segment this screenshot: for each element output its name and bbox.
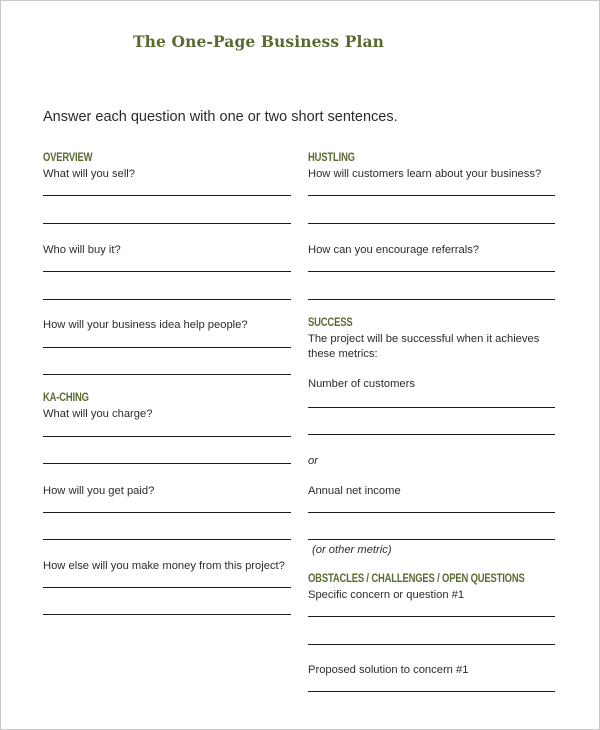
question-what-will-you-sell: What will you sell? [43,168,136,180]
answer-line[interactable] [308,691,555,692]
answer-line[interactable] [43,271,291,272]
question-other-money: How else will you make money from this project? [43,560,285,572]
answer-line[interactable] [43,587,291,588]
answer-line[interactable] [308,644,555,645]
answer-line[interactable] [308,616,555,617]
answer-line[interactable] [43,374,291,375]
success-description: The project will be successful when it achieves these metrics: [308,333,540,360]
question-how-get-paid: How will you get paid? [43,485,155,497]
question-specific-concern: Specific concern or question #1 [308,589,465,601]
metric-annual-net-income: Annual net income [308,485,401,497]
other-metric-note: (or other metric) [312,544,392,556]
or-label: or [308,455,318,467]
answer-line[interactable] [308,223,555,224]
section-heading-ka-ching: KA-CHING [43,392,89,404]
answer-line[interactable] [308,512,555,513]
answer-line[interactable] [43,299,291,300]
page-title: The One-Page Business Plan [133,32,384,51]
answer-line[interactable] [308,539,555,540]
answer-line[interactable] [43,436,291,437]
section-heading-overview: OVERVIEW [43,152,93,164]
metric-number-of-customers: Number of customers [308,378,415,390]
answer-line[interactable] [43,463,291,464]
answer-line[interactable] [308,407,555,408]
answer-line[interactable] [308,195,555,196]
question-proposed-solution: Proposed solution to concern #1 [308,664,469,676]
question-encourage-referrals: How can you encourage referrals? [308,244,480,256]
question-customers-learn: How will customers learn about your business? [308,168,542,180]
answer-line[interactable] [43,223,291,224]
answer-line[interactable] [308,299,555,300]
answer-line[interactable] [43,195,291,196]
section-heading-success: SUCCESS [308,317,353,329]
answer-line[interactable] [43,347,291,348]
question-help-people: How will your business idea help people? [43,319,248,331]
answer-line[interactable] [43,512,291,513]
answer-line[interactable] [43,614,291,615]
question-who-will-buy: Who will buy it? [43,244,121,256]
answer-line[interactable] [308,271,555,272]
section-heading-obstacles: OBSTACLES / CHALLENGES / OPEN QUESTIONS [308,573,525,585]
intro-instructions: Answer each question with one or two short sentences. [43,109,398,125]
section-heading-hustling: HUSTLING [308,152,355,164]
answer-line[interactable] [43,539,291,540]
answer-line[interactable] [308,434,555,435]
question-what-will-you-charge: What will you charge? [43,408,153,420]
